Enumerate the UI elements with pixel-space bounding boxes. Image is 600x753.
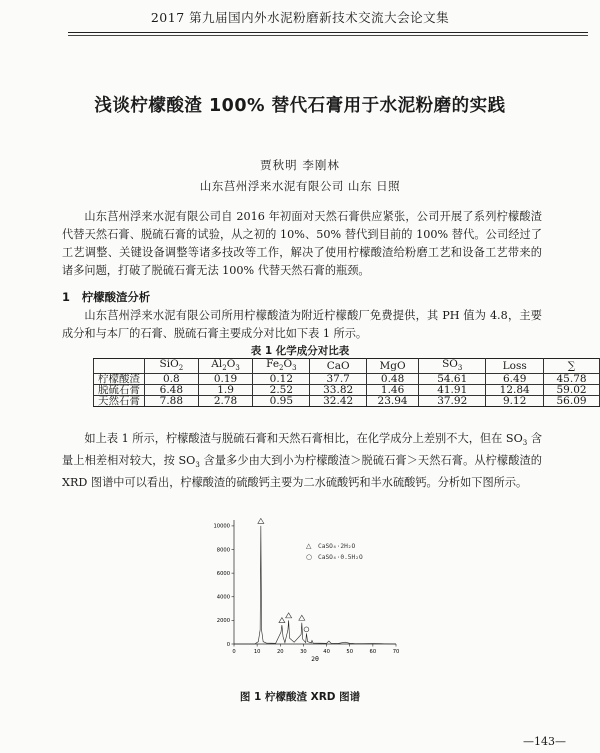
chart-peak-markers [258, 518, 309, 631]
x-tick-label: 0 [232, 649, 236, 655]
table-header-loss: Loss [486, 359, 544, 374]
chart-series [234, 526, 396, 644]
peak-marker-dihydrate [286, 613, 292, 618]
paragraph-intro: 山东莒州浮来水泥有限公司自 2016 年初面对天然石膏供应紧张，公司开展了系列柠檬酸渣代替天然石膏、脱硫石膏的试验，从之初的 10%、50% 替代到目前的 100% 替代。公司经过了工艺调整、关键设备调整等诸多技改等工作，解决了使用柠檬酸渣给粉磨工艺和设备工艺带来的诸多问题，打破了脱硫石膏无法 100% 代替天然石膏的瓶颈。 [62, 210, 542, 277]
peak-marker-hemihydrate [304, 627, 309, 632]
legend-symbol: ○ [306, 553, 313, 561]
cell: 2.78 [198, 396, 253, 407]
row-label: 天然石膏 [94, 396, 145, 407]
x-tick-label: 60 [369, 649, 377, 655]
y-tick-label: 10000 [213, 523, 230, 530]
section-title: 柠檬酸渣分析 [81, 290, 151, 304]
cell: 0.12 [253, 374, 310, 385]
chart-legend [306, 542, 363, 561]
cell: 54.61 [419, 374, 486, 385]
table-row [94, 396, 600, 407]
legend-label: CaSO₄·0.5H₂O [318, 554, 363, 561]
figure-caption: 图 1 柠檬酸渣 XRD 图谱 [239, 691, 361, 703]
table-header-mgo: MgO [367, 359, 419, 374]
composition-table [93, 358, 600, 407]
paper-title: 浅谈柠檬酸渣 100% 替代石膏用于水泥粉磨的实践 [94, 96, 506, 116]
cell: 0.19 [198, 374, 253, 385]
cell: 33.82 [310, 385, 367, 396]
paper-authors: 贾秋明 李刚林 [260, 158, 340, 172]
table-header-sio2: SiO$_2$ [145, 359, 199, 374]
cell: 2.52 [253, 385, 310, 396]
xrd-chart [196, 512, 416, 687]
cell: 37.92 [419, 396, 486, 407]
cell: 1.9 [198, 385, 253, 396]
cell: 6.49 [486, 374, 544, 385]
paragraph-source: 山东莒州浮来水泥有限公司所用柠檬酸渣为附近柠檬酸厂免费提供，其 PH 值为 4.8，主要成分和与本厂的石膏、脱硫石膏主要成分对比如下表 1 所示。 [62, 309, 542, 340]
cell: 0.8 [145, 374, 199, 385]
y-tick-label: 8000 [216, 547, 230, 554]
cell: 0.95 [253, 396, 310, 407]
cell: 12.84 [486, 385, 544, 396]
x-tick-label: 40 [323, 649, 330, 655]
cell: 59.02 [544, 385, 600, 396]
table-row [94, 385, 600, 396]
chart-xlabel: 2θ [311, 656, 319, 663]
cell: 32.42 [310, 396, 367, 407]
x-tick-label: 30 [300, 649, 307, 655]
table-header-so3: $SO_3$ [419, 359, 486, 374]
y-tick-label: 0 [226, 641, 230, 648]
cell: 9.12 [486, 396, 544, 407]
x-tick-label: 70 [392, 649, 400, 655]
cell: 45.78 [544, 374, 600, 385]
peak-marker-dihydrate [258, 518, 264, 523]
table-header-row [94, 359, 600, 374]
chart-axes [234, 520, 396, 644]
header-rule-thin [68, 35, 588, 36]
paper-affiliation: 山东莒州浮来水泥有限公司 山东 日照 [199, 179, 401, 193]
page-number: —143— [523, 735, 566, 748]
cell: 1.46 [367, 385, 419, 396]
y-tick-label: 2000 [216, 618, 230, 625]
table-row [94, 374, 600, 385]
x-tick-label: 50 [346, 649, 354, 655]
table-header-al2o3: $Al_2O_3$ [198, 359, 253, 374]
cell: 41.91 [419, 385, 486, 396]
table-header-blank [94, 359, 145, 374]
cell: 56.09 [544, 396, 600, 407]
cell: 7.88 [145, 396, 199, 407]
cell: 6.48 [145, 385, 199, 396]
table-header-sum: ∑ [544, 359, 600, 374]
y-tick-label: 6000 [216, 570, 230, 577]
section-number: 1 [62, 290, 70, 304]
peak-marker-dihydrate [299, 615, 305, 620]
cell: 37.7 [310, 374, 367, 385]
legend-symbol: △ [306, 542, 312, 550]
header-rule [68, 32, 588, 33]
paragraph-analysis: 如上表 1 所示，柠檬酸渣与脱硫石膏和天然石膏相比，在化学成分上差别不大，但在 $SO_3$ 含量上相差相对较大，按 $SO_3$ 含量多少由大到小为柠檬酸渣＞脱硫石膏＞天然石膏。从柠檬酸渣的 XRD 图谱中可以看出，柠檬酸渣的硫酸钙主要为二水硫酸钙和半水硫酸钙。分析如下图所示。 [62, 432, 543, 490]
section-heading-1 [62, 289, 150, 305]
xrd-series-line [234, 526, 396, 644]
peak-marker-dihydrate [279, 618, 285, 623]
cell: 0.48 [367, 374, 419, 385]
row-label: 脱硫石膏 [94, 385, 145, 396]
x-tick-label: 20 [276, 649, 284, 655]
y-tick-label: 4000 [216, 594, 230, 601]
legend-label: CaSO₄·2H₂O [318, 543, 356, 550]
table-header-cao: CaO [310, 359, 367, 374]
table-header-fe2o3: $Fe_2O_3$ [253, 359, 310, 374]
row-label: 柠檬酸渣 [94, 374, 145, 385]
table-caption: 表 1 化学成分对比表 [250, 345, 350, 357]
cell: 23.94 [367, 396, 419, 407]
running-header: 2017 第九届国内外水泥粉磨新技术交流大会论文集 [150, 10, 450, 25]
x-tick-label: 10 [253, 649, 261, 655]
